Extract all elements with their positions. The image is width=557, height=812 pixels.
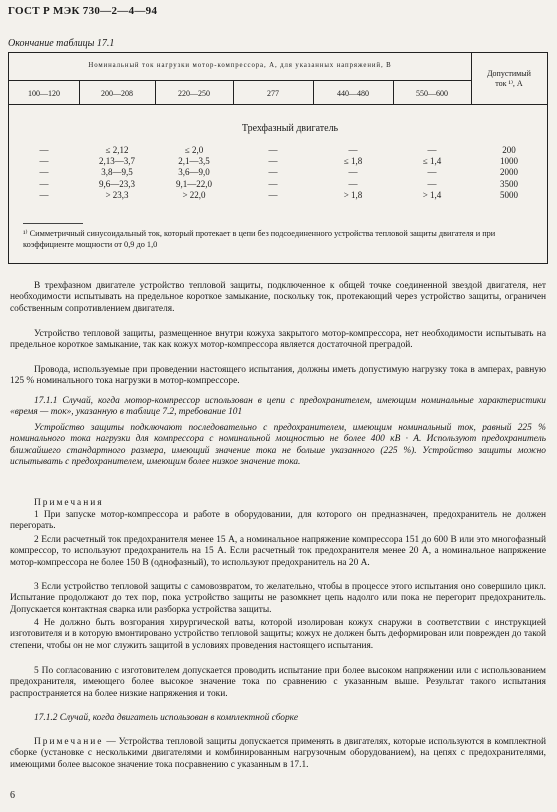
col-header-200-208: 200—208	[101, 89, 133, 98]
table-17-1	[8, 52, 548, 264]
col-values-277: — — — — —	[268, 145, 278, 200]
col-header-550-600: 550—600	[416, 89, 448, 98]
note-3: 3 Если устройство тепловой защиты с самовозвратом, то желательно, чтобы в процессе этого испытания оно совершило цикл. Испытание продолжают до тех пор, пока устройство защиты не разомкнет цепь надолго или пока не перегорит предохранитель. Допускается контактная сварка или разборка устройства защиты.	[10, 582, 546, 615]
allowed-current-header-2: ток ¹⁾, А	[495, 79, 523, 88]
final-note-title: Примечание	[34, 737, 104, 747]
paragraph-enclosure: Устройство тепловой защиты, размещенное внутри кожуха закрытого мотор-компрессора, нет необходимости испытывать на предельное короткое замыкание, так как кожух мотор-компрессора является достаточной преградой.	[10, 329, 546, 351]
final-note	[10, 737, 546, 771]
section-17-1-1: 17.1.1 Случай, когда мотор-компрессор использован в цепи с предохранителем, имеющим номинальные характеристики «время — ток», указанную в таблице 7.2, требование 101	[10, 396, 546, 418]
col-values-100-120: — — — — —	[39, 145, 49, 200]
col-values-200-208: ≤ 2,12 2,13—3,7 3,8—9,5 9,6—23,3 > 23,3	[99, 145, 135, 200]
table-subtitle: Трехфазный двигатель	[241, 123, 339, 134]
footnote-rule	[23, 223, 83, 224]
paragraph-wires: Провода, используемые при проведении настоящего испытания, должны иметь допустимую нагрузку тока в амперах, равную 125 % номинального тока нагрузки в мотор-компрессоре.	[10, 365, 546, 387]
group-header: Номинальный ток нагрузки мотор-компрессора, А, для указанных напряжений, В	[88, 62, 392, 69]
allowed-current-header-1: Допустимый	[487, 69, 531, 78]
paragraph-three-phase: В трехфазном двигателе устройство тепловой защиты, подключенное к общей точке соединенной звездой двигателя, нет необходимости испытывать на предельное короткое замыкание, поскольку ток, протекающий через устройство защиты, ограничен собственным сопротивлением двигателя.	[10, 281, 546, 314]
note-1: 1 При запуске мотор-компрессора и работе в оборудовании, для которого он предназначен, предохранитель не должен перегорать.	[10, 510, 546, 532]
col-values-220-250: ≤ 2,0 2,1—3,5 3,6—9,0 9,1—22,0 > 22,0	[176, 145, 212, 200]
col-values-440-480: — ≤ 1,8 — — > 1,8	[343, 145, 363, 200]
final-note-text: — Устройства тепловой защиты допускается применять в двигателях, которые используются в комплектной сборке (установке с несколькими двигателями и комбинированным нагрузочным оборудованием), на цепях с предохранителями, имеющими более высокое значение тока посравнению с указанным в 17.1.	[10, 737, 546, 770]
col-header-277: 277	[267, 89, 279, 98]
paragraph-fuse-test: Устройство защиты подключают последовательно с предохранителем, имеющим номинальный ток, равный 225 % номинального тока нагрузки для компрессора с номинальной мощностью не более 400 кВ · А. Используют предохранитель ближайшего стандартного размера, имеющий значение тока не больше указанного (225 %). Устройство защиты можно испытывать с предохранителем, имеющим более низкое значение тока.	[10, 423, 546, 468]
col-values-550-600: — ≤ 1,4 — — > 1,4	[422, 145, 442, 200]
col-header-440-480: 440—480	[337, 89, 369, 98]
table-footnote: ¹⁾ Симметричный синусоидальный ток, который протекает в цепи без подсоединенного устройства тепловой защиты двигателя и при коэффициенте мощности от 0,9 до 1,0	[23, 229, 496, 249]
table-caption: Окончание таблицы 17.1	[8, 38, 115, 49]
page-number: 6	[10, 790, 15, 801]
note-5: 5 По согласованию с изготовителем допускается проводить испытание при более высоком напряжении или с использованием предохранителя, имеющего более высокое значение тока по сравнению с указанным выше. Результат такого испытания распространяется на более низкие напряжения и токи.	[10, 666, 546, 699]
col-values-allowed-current: 200 1000 2000 3500 5000	[500, 145, 518, 200]
section-17-1-2: 17.1.2 Случай, когда двигатель использован в комплектной сборке	[34, 713, 298, 723]
document-header: ГОСТ Р МЭК 730—2—4—94	[8, 5, 158, 17]
note-2: 2 Если расчетный ток предохранителя менее 15 А, а номинальное напряжение компрессора 151 до 600 В или это многофазный компрессор, то используют предохранитель на 15 А. Если расчетный ток предохранителя менее 20 А, а номинальное напряжение мотор-компрессора не более 150 В (однофазный), то используют предохранитель на 20 А.	[10, 535, 546, 568]
notes-title: Примечания	[34, 498, 104, 508]
col-header-220-250: 220—250	[178, 89, 210, 98]
note-4: 4 Не должно быть возгорания хирургической ваты, которой изолирован кожух снаружи в соответствии с инструкцией изготовителя и в которую вмонтировано устройство тепловой защиты; кожух не должен быть деформирован или поврежден до такой степени, чтобы он не мог служить защитой в условиях проведения настоящего испытания.	[10, 618, 546, 651]
col-header-100-120: 100—120	[28, 89, 60, 98]
